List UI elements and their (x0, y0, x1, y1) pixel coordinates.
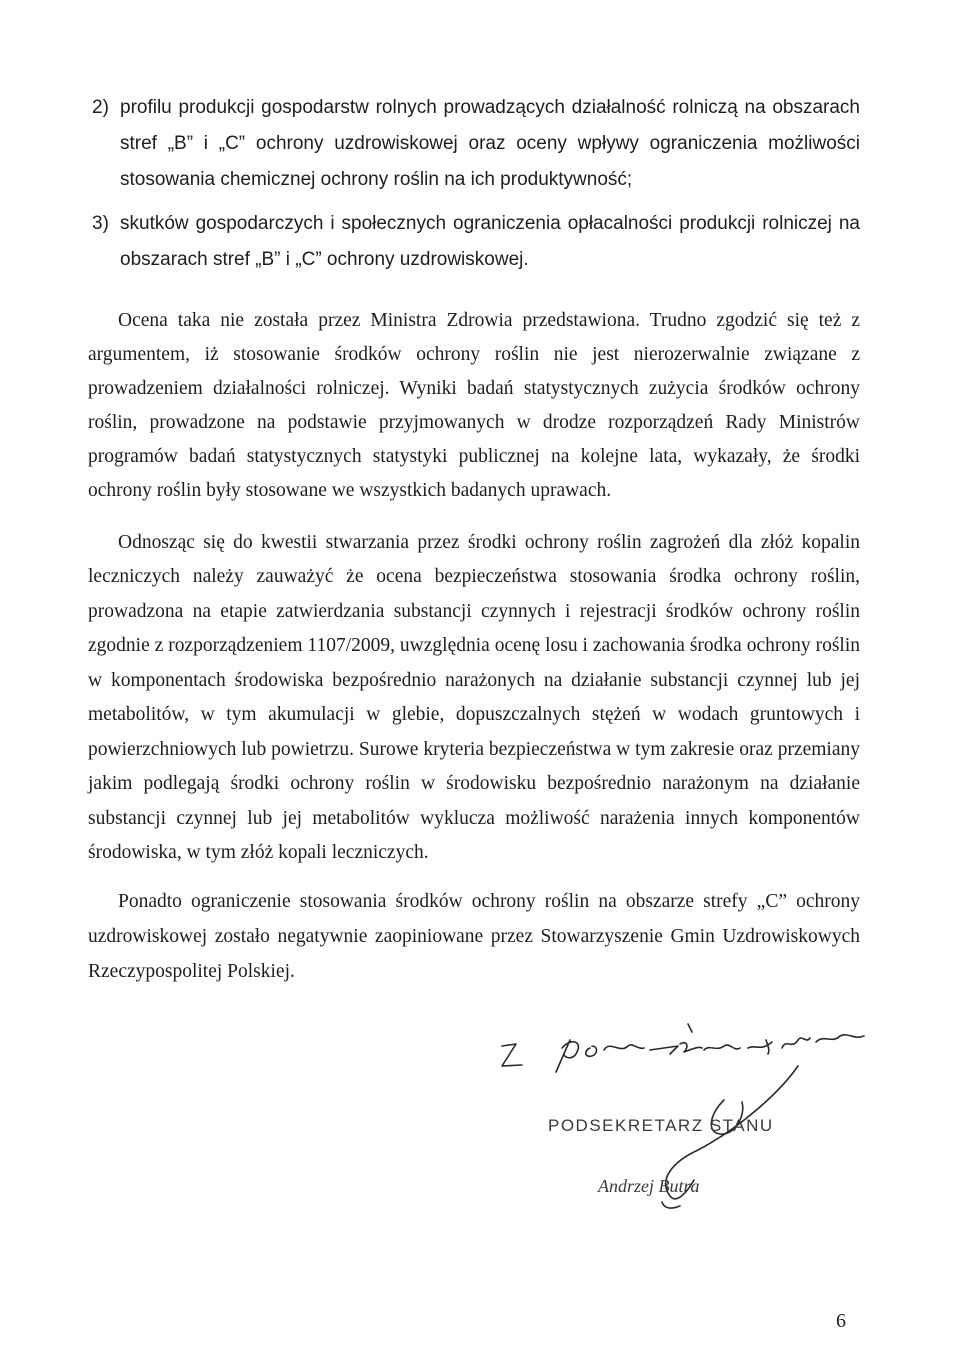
body-paragraph: Ponadto ograniczenie stosowania środków ochrony roślin na obszarze strefy „C” ochrony uzdrowiskowej zostało negatywnie zaopiniowane przez Stowarzyszenie Gmin Uzdrowiskowych Rzeczypospolitej Polskiej. (88, 890, 860, 982)
list-item-text: profilu produkcji gospodarstw rolnych prowadzących działalność rolniczą na obszarach stref „B” i „C” ochrony uzdrowiskowej oraz oceny wpływy ograniczenia możliwości stosowania chemicznej ochrony roślin na ich produktywność; (120, 97, 860, 190)
signatory-name: Andrzej Butra (598, 1176, 700, 1196)
list-item-number: 2) (92, 97, 109, 118)
list-item (92, 90, 860, 198)
page-number: 6 (836, 1310, 846, 1332)
signature-block (480, 1010, 900, 1230)
list-item-text: skutków gospodarczych i społecznych ograniczenia opłacalności produkcji rolniczej na obszarach stref „B” i „C” ochrony uzdrowiskowej. (120, 213, 860, 270)
body-paragraph: Ocena taka nie została przez Ministra Zdrowia przedstawiona. Trudno zgodzić się też z argumentem, iż stosowanie środków ochrony roślin nie jest nierozerwalnie związane z prowadzeniem działalności rolniczej. Wyniki badań statystycznych zużycia środków ochrony roślin, prowadzone na podstawie przyjmowanych w drodze rozporządzeń Rady Ministrów programów badań statystycznych statystyki publicznej na kolejne lata, wykazały, że środki ochrony roślin były stosowane we wszystkich badanych uprawach. (88, 309, 860, 501)
list-item (92, 206, 860, 278)
body-paragraph: Odnosząc się do kwestii stwarzania przez środki ochrony roślin zagrożeń dla złóż kopalin leczniczych należy zauważyć że ocena bezpieczeństwa stosowania środka ochrony roślin, prowadzona na etapie zatwierdzania substancji czynnych i rejestracji środków ochrony roślin zgodnie z rozporządzeniem 1107/2009, uwzględnia ocenę losu i zachowania środka ochrony roślin w komponentach środowiska bezpośrednio narażonych na działanie substancji czynnej lub jej metabolitów, w tym akumulacji w glebie, dopuszczalnych stężeń w wodach gruntowych i powierzchniowych lub powietrzu. Surowe kryteria bezpieczeństwa w tym zakresie oraz przemiany jakim podlegają środki ochrony roślin w środowisku bezpośrednio narażonym na działanie substancji czynnej lub jej metabolitów wyklucza możliwość narażenia innych komponentów środowiska, w tym złóż kopali leczniczych. (88, 531, 860, 863)
list-item-number: 3) (92, 213, 109, 234)
signatory-title: PODSEKRETARZ STANU (548, 1116, 774, 1135)
